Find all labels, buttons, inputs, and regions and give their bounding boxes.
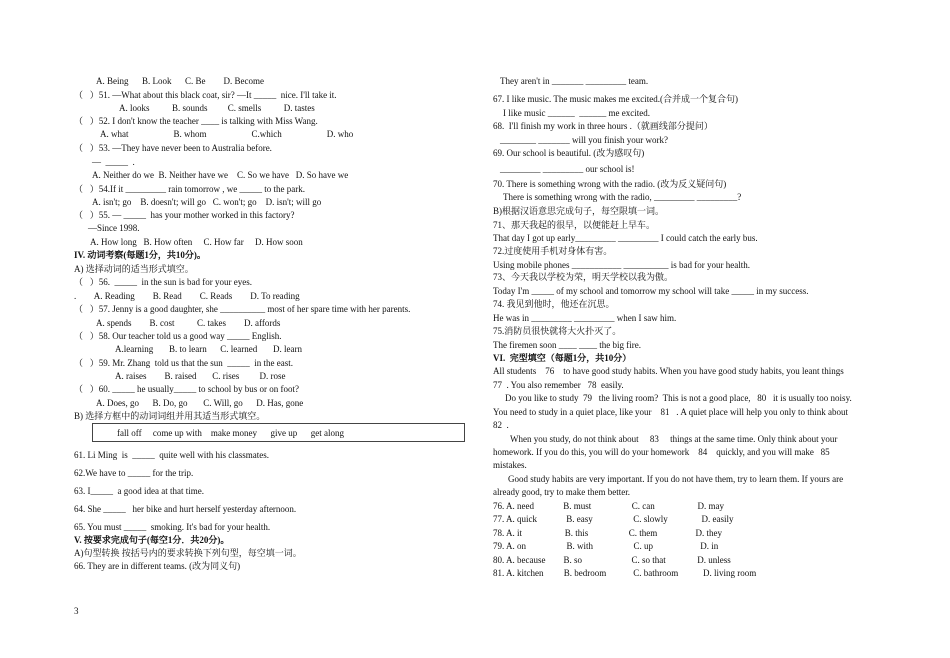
q58-options: A.learning B. to learn C. learned D. learn [115,344,302,354]
q65: 65. You must _____ smoking. It's bad for your health. [74,522,271,532]
q73-chinese: 73、今天我以学校为荣，明天学校以我为傲。 [493,272,674,282]
q55-answer: —Since 1998. [88,223,140,233]
q54-stem: （ ）54.If it _________ rain tomorrow , we _____ to the park. [74,184,305,194]
q53-blank: — _____ . [92,157,135,167]
q68: 68. I'll finish my work in three hours .（就画线部分提问） [493,121,713,131]
q75-chinese: 75.消防员很快就将大火扑灭了。 [493,326,622,336]
section-iv-b-instruction: B) 选择方框中的动词词组并用其适当形式填空。 [74,411,266,421]
q52-stem: （ ）52. I don't know the teacher ____ is talking with Miss Wang. [74,116,318,126]
section-iv-heading: IV. 动词考察(每题1分，共10分)。 [74,250,206,260]
q53-options: A. Neither do we B. Neither have we C. So we have D. So have we [92,170,349,180]
q50-options: A. Being B. Look C. Be D. Become [96,76,264,86]
passage-line-1: All students 76 to have good study habits. When you have good study habits, you leant things [493,366,844,376]
q79-options: 79. A. on B. with C. up D. in [493,541,719,551]
passage-line-8: mistakes. [493,460,527,470]
section-v-heading: V. 按要求完成句子(每空1分．共20分)。 [74,535,230,545]
q70: 70. There is something wrong with the radio. (改为反义疑问句) [493,179,727,189]
section-iv-a-instruction: A) 选择动词的适当形式填空。 [74,264,194,274]
q80-options: 80. A. because B. so C. so that D. unless [493,555,731,565]
passage-line-3: Do you like to study 79 the living room? This is not a good place, 80 it is usually too noisy. [505,393,852,403]
q64: 64. She _____ her bike and hurt herself yesterday afternoon. [74,504,297,514]
q66-answer: They aren't in _______ _________ team. [500,76,649,86]
q59-stem: （ ）59. Mr. Zhang told us that the sun _____ in the east. [74,358,293,368]
passage-line-9: Good study habits are very important. If you do not have them, try to learn them. If yours are [508,474,844,484]
passage-line-6: When you study, do not think about 83 things at the same time. Only think about your [510,434,838,444]
q66: 66. They are in different teams. (改为同义句) [74,561,241,571]
phrase-box [92,423,465,442]
q55-options: A. How long B. How often C. How far D. How soon [90,237,303,247]
q74-chinese: 74. 我见到他时，他还在沉思。 [493,299,615,309]
q67: 67. I like music. The music makes me excited.(合并成一个复合句) [493,94,739,104]
phrase-box-text: fall off come up with make money give up get along [117,428,345,438]
q74-english: He was in _________ _________ when I saw him. [493,313,677,323]
q57-stem: （ ）57. Jenny is a good daughter, she __________ most of her spare time with her parents. [74,304,411,314]
q55-stem: （ ）55. — _____ has your mother worked in this factory? [74,210,295,220]
passage-line-5: 82 . [493,420,509,430]
q56-stem: （ ）56. _____ in the sun is bad for your eyes. [74,277,252,287]
q81-options: 81. A. kitchen B. bedroom C. bathroom D. living room [493,568,757,578]
passage-line-2: 77 . You also remember 78 easily. [493,380,624,390]
q52-options: A. what B. whom C.which D. who [100,129,354,139]
page-number: 3 [74,606,79,616]
q71-chinese: 71、那天我起的很早，以便能赶上早车。 [493,220,656,230]
q69: 69. Our school is beautiful. (改为感叹句) [493,148,645,158]
q77-options: 77. A. quick B. easy C. slowly D. easily [493,514,734,524]
section-v-b-instruction: B)根据汉语意思完成句子，每空限填一词。 [493,206,665,216]
q57-options: A. spends B. cost C. takes D. affords [96,318,281,328]
q60-stem: （ ）60. _____ he usually_____ to school by bus or on foot? [74,384,299,394]
q56-options: . A. Reading B. Read C. Reads D. To reading [74,291,300,301]
q68-answer: ________ _______ will you finish your work? [500,135,668,145]
q62: 62.We have to _____ for the trip. [74,468,194,478]
q75-english: The firemen soon ____ ____ the big fire. [493,340,641,350]
passage-line-7: homework. If you do this, you will do your homework 84 quickly, and you will make 85 [493,447,830,457]
q78-options: 78. A. it B. this C. them D. they [493,528,723,538]
q73-english: Today I'm _____ of my school and tomorrow my school will take _____ in my success. [493,286,809,296]
q72-english: Using mobile phones ___________ __________ is bad for your health. [493,260,750,270]
section-v-a-instruction: A)句型转换 按括号内的要求转换下列句型，每空填一词。 [74,548,302,558]
passage-line-10: already good, try to make them better. [493,487,630,497]
q70-answer: There is something wrong with the radio, _________ _________? [503,192,742,202]
q53-stem: （ ）53. —They have never been to Australia before. [74,143,272,153]
q51-stem: （ ）51. —What about this black coat, sir? —It _____ nice. I'll take it. [74,90,337,100]
q67-answer: I like music ______ ______ me excited. [503,108,650,118]
q58-stem: （ ）58. Our teacher told us a good way _____ English. [74,331,282,341]
q54-options: A. isn't; go B. doesn't; will go C. won't; go D. isn't; will go [92,197,322,207]
q76-options: 76. A. need B. must C. can D. may [493,501,724,511]
q63: 63. I_____ a good idea at that time. [74,486,204,496]
q72-chinese: 72.过度使用手机对身体有害。 [493,246,613,256]
section-vi-heading: VI. 完型填空（每题1分，共10分） [493,353,632,363]
passage-line-4: You need to study in a quiet place, like your 81 . A quiet place will help you only to think about [493,407,849,417]
q71-english: That day I got up early_________ _________ I could catch the early bus. [493,233,758,243]
q69-answer: _________ _________ our school is! [500,164,635,174]
q61: 61. Li Ming is _____ quite well with his classmates. [74,450,269,460]
q60-options: A. Does, go B. Do, go C. Will, go D. Has, gone [96,398,304,408]
q59-options: A. raises B. raised C. rises D. rose [115,371,286,381]
q51-options: A. looks B. sounds C. smells D. tastes [119,103,315,113]
